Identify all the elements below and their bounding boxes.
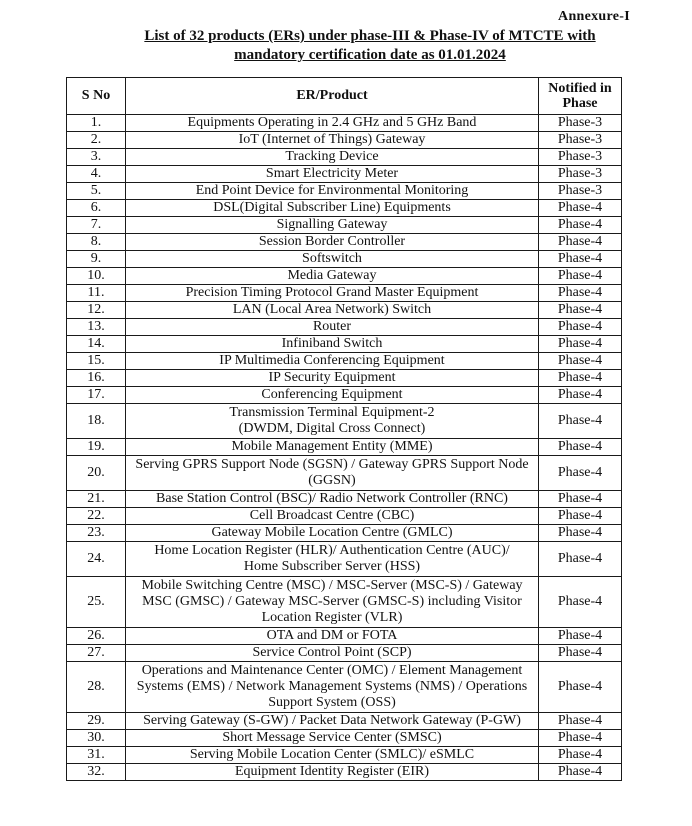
row-phase: Phase-4 (539, 234, 622, 251)
row-phase: Phase-4 (539, 577, 622, 628)
row-phase: Phase-3 (539, 115, 622, 132)
product-line: Systems (EMS) / Network Management Systems (NMS) / Operations (136, 679, 528, 694)
annexure-label: Annexure-I (558, 9, 630, 24)
row-phase: Phase-3 (539, 132, 622, 149)
row-product (126, 387, 539, 404)
table-row (67, 387, 622, 404)
row-product (126, 662, 539, 713)
table-row (67, 166, 622, 183)
row-product (126, 200, 539, 217)
table-row (67, 149, 622, 166)
row-phase: Phase-3 (539, 149, 622, 166)
row-product (126, 730, 539, 747)
product-line: Service Control Point (SCP) (252, 645, 412, 660)
row-product (126, 268, 539, 285)
table-row (67, 302, 622, 319)
table-row (67, 747, 622, 764)
row-sno: 30. (67, 730, 126, 747)
product-line: Mobile Management Entity (MME) (231, 439, 433, 454)
product-line: Cell Broadcast Centre (CBC) (249, 508, 415, 523)
product-line: Equipment Identity Register (EIR) (234, 764, 429, 779)
product-line: Base Station Control (BSC)/ Radio Network Controller (RNC) (156, 491, 508, 506)
row-sno: 23. (67, 525, 126, 542)
row-sno: 27. (67, 645, 126, 662)
table-row (67, 183, 622, 200)
product-line: IP Multimedia Conferencing Equipment (219, 353, 445, 368)
table-row (67, 577, 622, 628)
product-line: Tracking Device (285, 149, 379, 164)
row-phase: Phase-4 (539, 319, 622, 336)
row-sno: 11. (67, 285, 126, 302)
row-product (126, 747, 539, 764)
row-sno: 3. (67, 149, 126, 166)
header-sno: S No (67, 78, 126, 115)
product-line: Operations and Maintenance Center (OMC) / Element Management (141, 663, 523, 678)
row-phase: Phase-3 (539, 166, 622, 183)
product-line: Serving Mobile Location Center (SMLC)/ eSMLC (189, 747, 475, 762)
row-product (126, 713, 539, 730)
table-row (67, 542, 622, 577)
row-product (126, 370, 539, 387)
table-header-row (67, 78, 622, 115)
row-phase: Phase-4 (539, 491, 622, 508)
row-product (126, 183, 539, 200)
row-phase: Phase-4 (539, 542, 622, 577)
row-phase: Phase-4 (539, 662, 622, 713)
table-body (67, 115, 622, 781)
table-row (67, 200, 622, 217)
table-row (67, 319, 622, 336)
product-line: Conferencing Equipment (261, 387, 403, 402)
table-row (67, 234, 622, 251)
row-product (126, 319, 539, 336)
row-phase: Phase-4 (539, 370, 622, 387)
row-product (126, 336, 539, 353)
products-table (66, 77, 622, 781)
row-sno: 19. (67, 439, 126, 456)
row-sno: 18. (67, 404, 126, 439)
row-sno: 16. (67, 370, 126, 387)
product-line: LAN (Local Area Network) Switch (232, 302, 432, 317)
row-sno: 14. (67, 336, 126, 353)
row-product (126, 491, 539, 508)
table-row (67, 285, 622, 302)
row-phase: Phase-4 (539, 439, 622, 456)
row-product (126, 132, 539, 149)
product-line: Media Gateway (287, 268, 377, 283)
table-row (67, 115, 622, 132)
row-product (126, 149, 539, 166)
product-line: Home Subscriber Server (HSS) (243, 559, 421, 574)
row-phase: Phase-4 (539, 353, 622, 370)
row-sno: 13. (67, 319, 126, 336)
row-phase: Phase-4 (539, 302, 622, 319)
row-product (126, 764, 539, 781)
row-sno: 17. (67, 387, 126, 404)
row-sno: 5. (67, 183, 126, 200)
row-sno: 8. (67, 234, 126, 251)
row-phase: Phase-4 (539, 713, 622, 730)
row-product (126, 285, 539, 302)
product-line: Short Message Service Center (SMSC) (222, 730, 442, 745)
title-line-2: mandatory certification date as 01.01.2024 (234, 47, 506, 63)
table-row (67, 491, 622, 508)
row-phase: Phase-4 (539, 628, 622, 645)
row-product (126, 439, 539, 456)
row-product (126, 645, 539, 662)
row-product (126, 251, 539, 268)
product-line: Location Register (VLR) (261, 610, 403, 625)
row-sno: 26. (67, 628, 126, 645)
header-product: ER/Product (126, 78, 539, 115)
row-sno: 29. (67, 713, 126, 730)
row-product (126, 404, 539, 439)
product-line: End Point Device for Environmental Monitoring (195, 183, 469, 198)
row-phase: Phase-4 (539, 251, 622, 268)
product-line: IP Security Equipment (268, 370, 396, 385)
row-sno: 6. (67, 200, 126, 217)
row-phase: Phase-4 (539, 336, 622, 353)
table-row (67, 730, 622, 747)
table-row (67, 508, 622, 525)
row-product (126, 115, 539, 132)
row-phase: Phase-4 (539, 525, 622, 542)
row-phase: Phase-4 (539, 268, 622, 285)
row-product (126, 508, 539, 525)
row-phase: Phase-4 (539, 645, 622, 662)
row-phase: Phase-4 (539, 387, 622, 404)
product-line: Support System (OSS) (268, 695, 396, 710)
row-phase: Phase-4 (539, 508, 622, 525)
header-phase-line-2: Phase (562, 96, 598, 111)
table-row (67, 645, 622, 662)
row-sno: 7. (67, 217, 126, 234)
product-line: Infiniband Switch (281, 336, 383, 351)
table-row (67, 336, 622, 353)
row-sno: 10. (67, 268, 126, 285)
row-product (126, 456, 539, 491)
product-line: Serving Gateway (S-GW) / Packet Data Network Gateway (P-GW) (143, 713, 521, 728)
header-phase-line-1: Notified in (548, 81, 612, 96)
product-line: Precision Timing Protocol Grand Master Equipment (185, 285, 479, 300)
table-row (67, 268, 622, 285)
product-line: Signalling Gateway (276, 217, 388, 232)
row-sno: 25. (67, 577, 126, 628)
product-line: Session Border Controller (258, 234, 406, 249)
product-line: Smart Electricity Meter (265, 166, 399, 181)
product-line: (DWDM, Digital Cross Connect) (238, 421, 426, 436)
product-line: Gateway Mobile Location Centre (GMLC) (211, 525, 453, 540)
row-product (126, 302, 539, 319)
row-sno: 24. (67, 542, 126, 577)
row-sno: 12. (67, 302, 126, 319)
row-phase: Phase-4 (539, 200, 622, 217)
row-product (126, 577, 539, 628)
product-line: Mobile Switching Centre (MSC) / MSC-Server (MSC-S) / Gateway (141, 578, 523, 593)
row-phase: Phase-4 (539, 217, 622, 234)
product-line: DSL(Digital Subscriber Line) Equipments (213, 200, 451, 215)
row-sno: 21. (67, 491, 126, 508)
row-product (126, 166, 539, 183)
product-line: Router (312, 319, 352, 334)
table-row (67, 456, 622, 491)
row-sno: 32. (67, 764, 126, 781)
table-row (67, 132, 622, 149)
table-row (67, 370, 622, 387)
row-phase: Phase-4 (539, 285, 622, 302)
row-sno: 31. (67, 747, 126, 764)
product-line: Softswitch (302, 251, 362, 266)
table-row (67, 353, 622, 370)
product-line: (GGSN) (308, 473, 356, 488)
header-phase (539, 78, 622, 115)
row-sno: 22. (67, 508, 126, 525)
row-sno: 20. (67, 456, 126, 491)
table-row (67, 439, 622, 456)
row-sno: 2. (67, 132, 126, 149)
table-row (67, 525, 622, 542)
row-sno: 1. (67, 115, 126, 132)
row-product (126, 353, 539, 370)
document-title (60, 27, 680, 65)
row-product (126, 234, 539, 251)
row-phase: Phase-4 (539, 764, 622, 781)
product-line: Home Location Register (HLR)/ Authentication Centre (AUC)/ (154, 543, 510, 558)
table-row (67, 251, 622, 268)
product-line: IoT (Internet of Things) Gateway (238, 132, 426, 147)
row-phase: Phase-3 (539, 183, 622, 200)
product-line: Serving GPRS Support Node (SGSN) / Gateway GPRS Support Node (135, 457, 529, 472)
row-phase: Phase-4 (539, 730, 622, 747)
row-phase: Phase-4 (539, 456, 622, 491)
row-sno: 4. (67, 166, 126, 183)
row-product (126, 217, 539, 234)
row-product (126, 628, 539, 645)
product-line: Equipments Operating in 2.4 GHz and 5 GHz Band (187, 115, 477, 130)
product-line: Transmission Terminal Equipment-2 (229, 405, 435, 420)
product-line: MSC (GMSC) / Gateway MSC-Server (GMSC-S) including Visitor (142, 594, 522, 609)
table-row (67, 404, 622, 439)
table-row (67, 713, 622, 730)
row-phase: Phase-4 (539, 404, 622, 439)
product-line: OTA and DM or FOTA (266, 628, 398, 643)
table-row (67, 217, 622, 234)
row-product (126, 525, 539, 542)
table-row (67, 628, 622, 645)
table-row (67, 764, 622, 781)
row-sno: 15. (67, 353, 126, 370)
row-sno: 28. (67, 662, 126, 713)
row-product (126, 542, 539, 577)
table-row (67, 662, 622, 713)
row-phase: Phase-4 (539, 747, 622, 764)
row-sno: 9. (67, 251, 126, 268)
title-line-1: List of 32 products (ERs) under phase-III & Phase-IV of MTCTE with (144, 28, 596, 44)
